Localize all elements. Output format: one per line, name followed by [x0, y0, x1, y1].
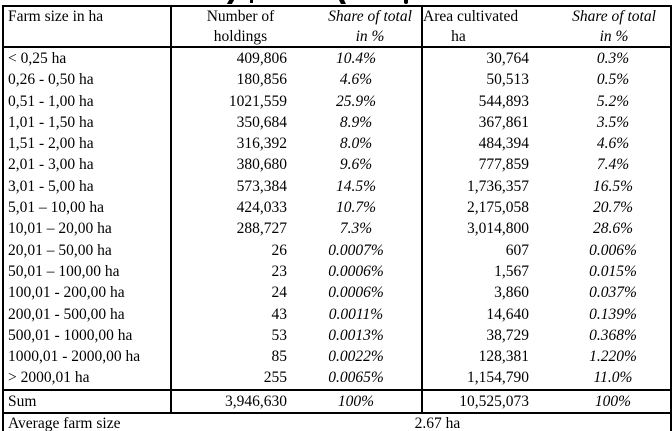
cell-farm-size: 5,01 – 10,00 ha: [3, 197, 171, 218]
cell-holdings: 350,684: [236, 113, 287, 131]
cell-area: 1,154,790: [467, 369, 529, 387]
cell-farm-size: 100,01 - 200,00 ha: [3, 282, 171, 303]
cell-area-share: 11.0%: [593, 369, 633, 387]
cell-area-share: 0.037%: [589, 284, 637, 302]
cell-farm-size: 10,01 – 20,00 ha: [3, 218, 171, 239]
cell-area-share: 5.2%: [596, 92, 630, 110]
table-row: [3, 367, 671, 389]
cell-area: 14,640: [486, 305, 529, 323]
cell-farm-size: 0,51 - 1,00 ha: [3, 91, 171, 112]
cell-holdings-share: 0.0006%: [291, 282, 422, 303]
cell-holdings: 380,680: [236, 156, 287, 174]
cell-farm-size: 3,01 - 5,00 ha: [3, 176, 171, 197]
cell-area-share: 16.5%: [592, 177, 634, 195]
cell-farm-size: 500,01 - 1000,00 ha: [3, 325, 171, 346]
table-row: [3, 218, 671, 239]
average-farm-size-row: [3, 413, 671, 431]
cell-area: 30,764: [486, 50, 529, 67]
cell-area-share: 0.3%: [596, 50, 630, 67]
cell-area-share: 0.006%: [589, 241, 637, 259]
cell-holdings-share: 10.7%: [291, 197, 422, 218]
cell-farm-size: < 0,25 ha: [3, 47, 171, 69]
table-row: [3, 69, 671, 90]
header-row: [3, 6, 671, 47]
cell-farm-size: 0,26 - 0,50 ha: [3, 69, 171, 90]
header-holdings-share: Share of total in %: [291, 6, 422, 47]
cell-holdings-share: 0.0022%: [291, 346, 422, 367]
cell-farm-size: > 2000,01 ha: [3, 367, 171, 389]
cell-area: 777,859: [478, 156, 529, 174]
cell-sum-holdings-share: 100%: [291, 390, 422, 413]
cell-holdings: 23: [271, 262, 287, 280]
cell-sum-label: Sum: [3, 390, 171, 413]
table-row: [3, 304, 671, 325]
cell-holdings-share: 10.4%: [291, 47, 422, 69]
table-footer: [3, 390, 671, 431]
cell-farm-size: 1,01 - 1,50 ha: [3, 112, 171, 133]
cell-holdings: 409,806: [236, 50, 287, 67]
table-row: [3, 240, 671, 261]
cell-farm-size: 1000,01 - 2000,00 ha: [3, 346, 171, 367]
header-number-of-holdings: Number of holdings: [206, 8, 275, 45]
header-area-cultivated: Area cultivated ha: [423, 8, 519, 45]
cell-area-share: 20.7%: [592, 199, 634, 217]
cell-area-share: 0.368%: [589, 326, 637, 344]
cell-holdings: 85: [271, 348, 287, 366]
cell-average-label: Average farm size: [8, 414, 121, 431]
cell-sum-area-share: 100%: [594, 392, 632, 410]
cell-holdings: 316,392: [236, 135, 287, 153]
table-row: [3, 91, 671, 112]
cell-holdings-share: 0.0065%: [291, 367, 422, 389]
cell-holdings: 43: [271, 305, 287, 323]
header-farm-size-label: Farm size in ha: [8, 8, 104, 25]
table-row: [3, 346, 671, 367]
caption-fragment-mark: [404, 0, 408, 4]
table-header: [3, 6, 671, 47]
table-row: [3, 261, 671, 282]
cell-area: 544,893: [478, 92, 529, 110]
table-row: [3, 133, 671, 154]
cell-holdings-share: 4.6%: [291, 69, 422, 90]
table-row: [3, 197, 671, 218]
cell-area-share: 28.6%: [592, 220, 634, 238]
cell-farm-size: 20,01 – 50,00 ha: [3, 240, 171, 261]
cell-area: 367,861: [478, 113, 529, 131]
sum-row: [3, 390, 671, 413]
cell-average-value: 2.67 ha: [414, 414, 461, 431]
cell-sum-holdings: 3,946,630: [225, 392, 287, 410]
cell-area: 1,567: [494, 262, 529, 280]
cell-holdings-share: 0.0006%: [291, 261, 422, 282]
table-body: [3, 47, 671, 390]
cell-sum-area: 10,525,073: [459, 392, 529, 410]
cell-holdings: 424,033: [236, 199, 287, 217]
caption-fragment-mark: [250, 0, 253, 3]
cell-holdings: 288,727: [236, 220, 287, 238]
table-row: [3, 325, 671, 346]
cell-area: 2,175,058: [467, 199, 529, 217]
cell-area: 484,394: [478, 135, 529, 153]
cell-area-share: 0.5%: [596, 71, 630, 89]
cell-area-share: 0.139%: [589, 305, 637, 323]
caption-fragment-mark: [227, 0, 234, 4]
cell-area: 1,736,357: [467, 177, 529, 195]
cell-holdings-share: 8.0%: [291, 133, 422, 154]
cell-farm-size: 1,51 - 2,00 ha: [3, 133, 171, 154]
cell-holdings-share: 14.5%: [291, 176, 422, 197]
header-farm-size: [3, 6, 171, 47]
cell-area: 3,860: [494, 284, 529, 302]
cell-area-share: 3.5%: [596, 113, 630, 131]
cell-holdings: 26: [271, 241, 287, 259]
cell-holdings-share: 0.0013%: [291, 325, 422, 346]
cell-farm-size: 200,01 - 500,00 ha: [3, 304, 171, 325]
cell-holdings-share: 25.9%: [291, 91, 422, 112]
farm-size-table: [2, 5, 672, 431]
cell-farm-size: 50,01 – 100,00 ha: [3, 261, 171, 282]
header-area-share: Share of total in %: [572, 8, 656, 45]
cell-holdings-share: 9.6%: [291, 154, 422, 175]
cell-area-share: 4.6%: [596, 135, 630, 153]
cell-holdings: 1021,559: [228, 92, 287, 110]
caption-fragment-mark: [339, 0, 346, 4]
cell-farm-size: 2,01 - 3,00 ha: [3, 154, 171, 175]
cell-holdings: 180,856: [236, 71, 287, 89]
cell-holdings-share: 0.0007%: [291, 240, 422, 261]
cell-area-share: 1.220%: [589, 348, 637, 366]
cell-area: 38,729: [486, 326, 529, 344]
cell-area: 50,513: [486, 71, 529, 89]
cell-area-share: 0.015%: [589, 262, 637, 280]
cell-holdings: 24: [271, 284, 287, 302]
cell-area-share: 7.4%: [596, 156, 630, 174]
cell-holdings: 573,384: [236, 177, 287, 195]
table-row: [3, 282, 671, 303]
table-row: [3, 176, 671, 197]
cell-area: 3,014,800: [467, 220, 529, 238]
cell-area: 128,381: [478, 348, 529, 366]
cell-holdings: 53: [271, 326, 287, 344]
cell-holdings-share: 0.0011%: [291, 304, 422, 325]
table-row: [3, 112, 671, 133]
cell-area: 607: [505, 241, 529, 259]
table-row: [3, 47, 671, 69]
table-row: [3, 154, 671, 175]
cell-holdings: 255: [263, 369, 287, 387]
cell-holdings-share: 7.3%: [291, 218, 422, 239]
cell-holdings-share: 8.9%: [291, 112, 422, 133]
